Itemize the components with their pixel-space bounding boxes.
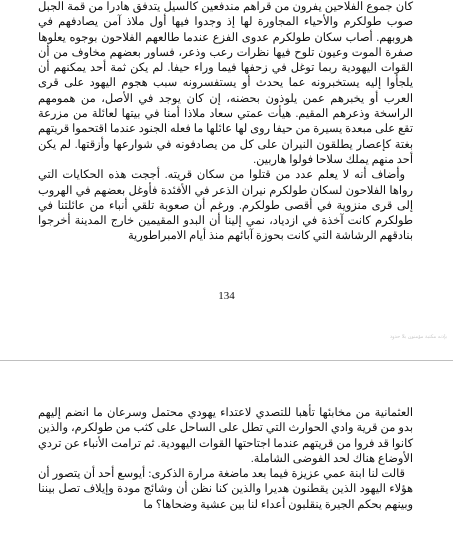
page-bottom — [0, 368, 453, 546]
page-divider — [0, 360, 453, 361]
paragraph: العثمانية من مخابئها تأهبا للتصدي لاعتداء يهودي محتمل وسرعان ما انضم إليهم بدو من قرية وادي الحوارث التي تطل على الساحل على كثب من طولكرم، والذين كانوا قد فروا من قريتهم عندما اجتاحتها القوات اليهودية. ثم ترامت الأنباء عن تردي الأوضاع هناك لحد الفوضى الشاملة. — [38, 407, 413, 465]
page-top-body — [38, 0, 413, 245]
paragraph: قالت لنا ابنة عمي عزيزة فيما بعد ماضغة مرارة الذكرى: أيوسع أحد أن يتصور أن هؤلاء اليهود الذين يقطنون هديرا والذين كنا نظن أن وشائج مودة وإيلاف تصل بيننا وبينهم بحكم الجيرة ينقلبون أعداء لنا بين عشية وضحاها؟ ما — [38, 468, 413, 511]
paragraph: وأضاف أنه لا يعلم عدد من قتلوا من سكان قريته. أججت هذه الحكايات التي رواها الفلاحون لسكان طولكرم نيران الذعر في الأفئدة فأوغل بعضهم في الهروب إلى قرى منزوية في أقصى طولكرم. ورغم أن صعوبة تلقي أنباء من عائلتنا في طولكرم كانت آخذة في ازدياد، نمي إلينا أن البدو المقيمين خارج المدينة أخرجوا بنادقهم الرشاشة التي كانت بحوزة آبائهم منذ أيام الامبراطورية — [38, 169, 413, 243]
paragraph: كان جموع الفلاحين يفرون من قراهم مندفعين كالسيل يتدفق هادرا من قمة الجبل صوب طولكرم والأحياء المجاورة لها إذ وجدوا فيها أول ملاذ آمن يصادفهم في هروبهم. أصاب سكان طولكرم عدوى الفزع عندما طالعهم الفلاحون بوجوه يعلوها صفرة الموت وعيون تلوح فيها نظرات رعب وذعر، فساور بعضهم مخاوف من أن القوات اليهودية ربما توغل في زحفها فيما وراء حيفا. لم يكن ثمة أحد يمكنهم أن يلجأوا إليه يستخبرونه عما يحدث أو يستفسرونه سبب هجوم اليهود على قرى العرب أو يخبرهم عمن يلوذون بحضنه، إن كان يوجد في الأصل، من همومهم الراسخة وذعرهم المقيم. هيأت عمتي سعاد ملاذا أمنا في بيتها لعائلة من مزرعة تقع على مبعدة يسيرة من حيفا روى لها عائلها ما فعله الجنود عندما اقتحموا قريتهم بغتة كإعصار يطلقون النيران على كل من يصادفونه في شوارعها وأزقتها. لم يكن أحد منهم يملك سلاحا فولوا هاربين. — [38, 1, 413, 166]
page-bottom-body — [38, 406, 413, 513]
footer-watermark-note: بإذنه مكتبة مؤمنون بلا حدود — [389, 334, 447, 340]
page-gap — [0, 353, 453, 368]
page-number: 134 — [218, 290, 235, 302]
